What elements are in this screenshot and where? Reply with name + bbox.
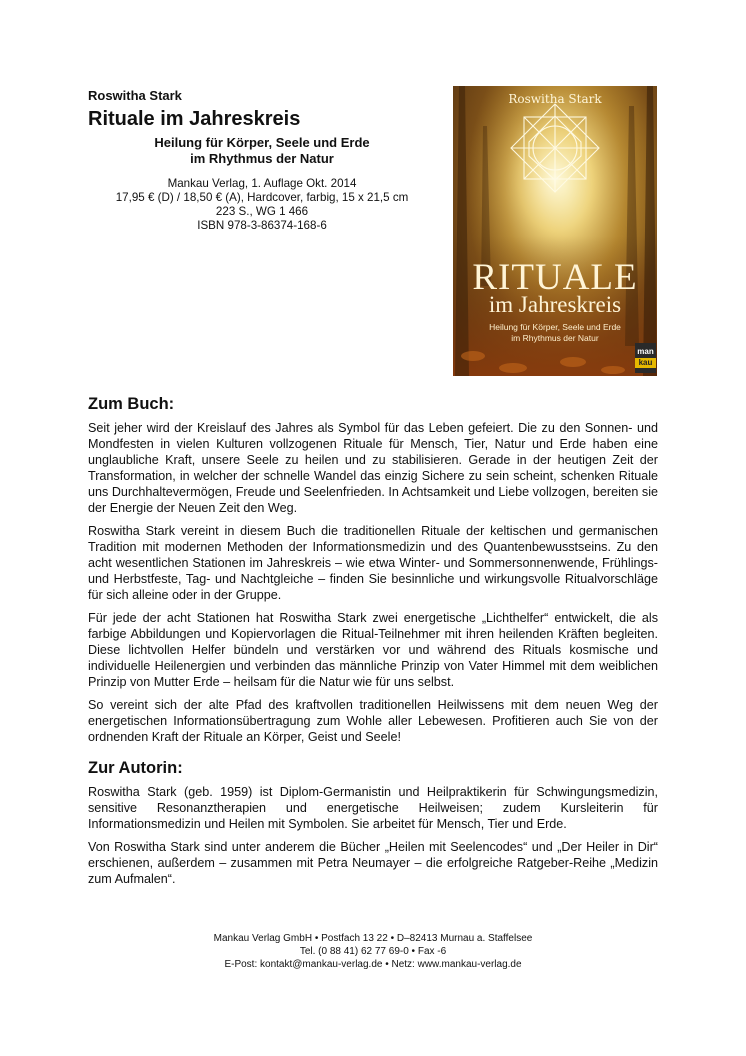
book-paragraph: So vereint sich der alte Pfad des kraftvollen traditionellen Heilwissens mit dem neuen Weg der energetischen Informationsübertragung zum Wohle aller Lebewesen. Profitieren auch Sie von der ordnenden Kraft der Rituale an Körper, Geist und Seele! (88, 698, 658, 744)
footer-phone: Tel. (0 88 41) 62 77 69-0 • Fax -6 (299, 946, 447, 957)
book-author: Roswitha Stark (88, 88, 182, 103)
book-cover-image (453, 86, 657, 376)
author-paragraph: Von Roswitha Stark sind unter anderem die Bücher „Heilen mit Seelencodes“ und „Der Heiler in Dir“ erschienen, außerdem – zusammen mit Petra Neumayer – die erfolgreiche Ratgeber-Reihe „Medizin zum Aufmalen“. (88, 840, 658, 886)
logo-line1: man (637, 347, 654, 356)
pages-wg: 223 S., WG 1 466 (215, 205, 309, 218)
main-content (88, 395, 658, 894)
book-title: Rituale im Jahreskreis (88, 108, 301, 130)
author-paragraph: Roswitha Stark (geb. 1959) ist Diplom-Germanistin und Heilpraktikerin für Schwingungsmedizin, sensitive Resonanztherapien und energetische Heilweisen; zudem Kursleiterin für Informationsmedizin und Heilen mit Symbolen. Sie arbeitet für Mensch, Tier und Erde. (88, 785, 658, 831)
book-details (88, 177, 436, 233)
cover-subtitle-line2: im Rhythmus der Natur (511, 333, 599, 343)
book-subtitle-line1: Heilung für Körper, Seele und Erde (154, 135, 370, 150)
cover-author: Roswitha Stark (508, 92, 602, 106)
cover-title-line1: RITUALE (472, 257, 638, 298)
cover-title-line2: im Jahreskreis (488, 292, 622, 317)
book-paragraph: Roswitha Stark vereint in diesem Buch die traditionellen Rituale der keltischen und germanischen Tradition mit modernen Methoden der Informationsmedizin und des Quantenbewusstseins. Zu den acht wesentlichen Stationen im Jahreskreis – wie etwa Winter- und Sommersonnenwende, Frühlings- und Herbstfeste, Tag- und Nachtgleiche – finden Sie besinnliche und wirkungsvolle Ritualvorschläge für sich alleine oder in der Gruppe. (88, 524, 658, 602)
section-heading-book: Zum Buch: (88, 395, 175, 413)
publisher-edition: Mankau Verlag, 1. Auflage Okt. 2014 (167, 177, 357, 190)
book-header (88, 88, 436, 233)
book-subtitle-line2: im Rhythmus der Natur (190, 151, 334, 166)
section-heading-author: Zur Autorin: (88, 759, 183, 777)
price-format: 17,95 € (D) / 18,50 € (A), Hardcover, farbig, 15 x 21,5 cm (115, 191, 409, 204)
footer-contact: E-Post: kontakt@mankau-verlag.de • Netz: www.mankau-verlag.de (224, 959, 522, 970)
book-subtitle (88, 135, 436, 167)
cover-subtitle-line1: Heilung für Körper, Seele und Erde (489, 322, 621, 332)
footer-address: Mankau Verlag GmbH • Postfach 13 22 • D–82413 Murnau a. Staffelsee (213, 933, 533, 944)
book-paragraph: Für jede der acht Stationen hat Roswitha Stark zwei energetische „Lichthelfer“ entwickelt, die als farbige Abbildungen und Kopiervorlagen die Ritual-Teilnehmer mit ihren heilenden Kräften begleiten. Diese lichtvollen Helfer bündeln und verstärken vor und während des Rituals kosmische und individuelle Heilenergien und verbinden das männliche Prinzip von Vater Himmel mit dem weiblichen Prinzip von Mutter Erde – heilsam für die Natur wie für uns selbst. (88, 611, 658, 689)
isbn: ISBN 978-3-86374-168-6 (197, 219, 327, 232)
publisher-footer (88, 932, 658, 971)
cover-subtitle (453, 322, 657, 344)
logo-line2: kau (635, 358, 656, 368)
book-paragraph: Seit jeher wird der Kreislauf des Jahres als Symbol für das Leben gefeiert. Die zu den Sonnen- und Mondfesten in vielen Kulturen vollzogenen Rituale für Mensch, Tier, Natur und Erde haben eine unglaubliche Kraft, unsere Seele zu heilen und zu stabilisieren. Gerade in der heutigen Zeit der Transformation, in welcher der schnelle Wandel das einzig Sichere zu sein scheint, schenken Rituale uns Durchhaltevermögen, Freude und Seelenfrieden. In Achtsamkeit und Liebe vollzogen, bereiten sie der Energie der Neuen Zeit den Weg. (88, 421, 658, 515)
publisher-logo (635, 343, 656, 373)
